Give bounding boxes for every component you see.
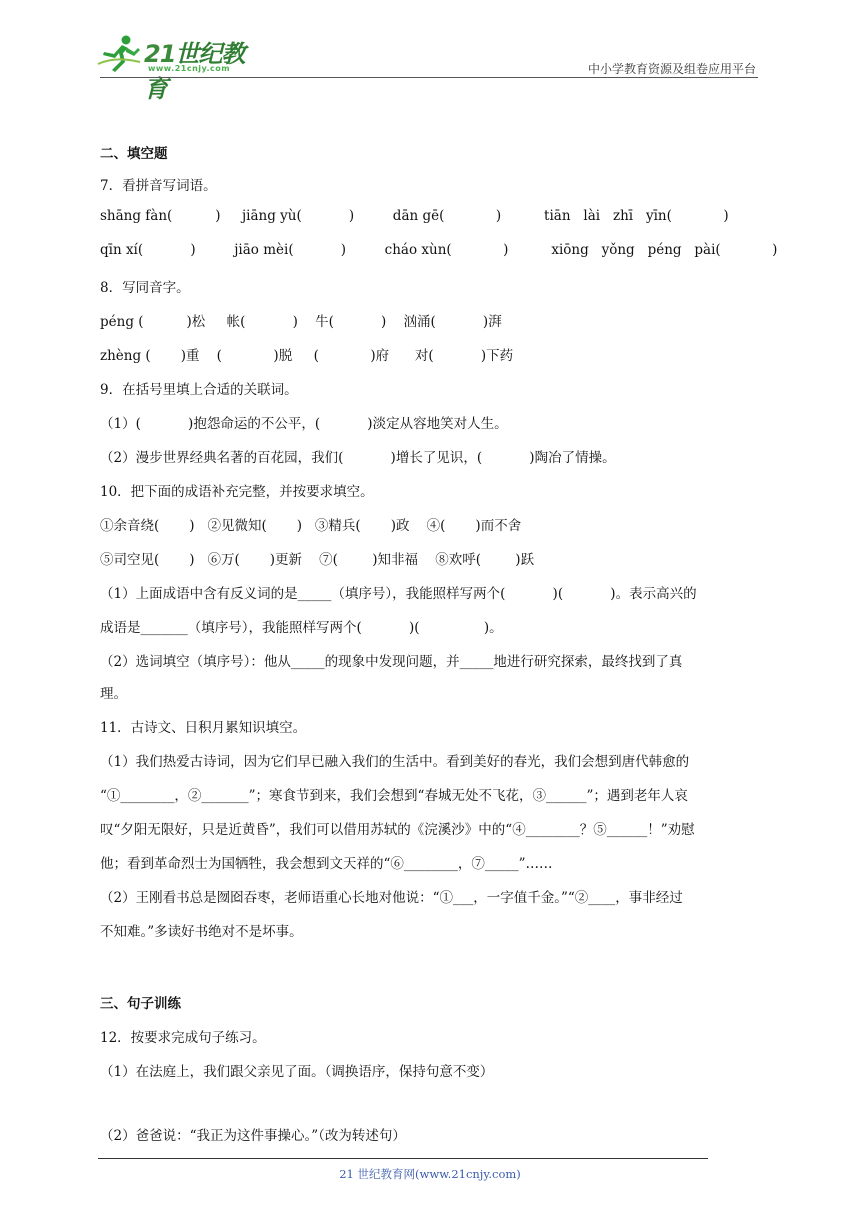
- q10-idioms-row-1: ①余音绕( ) ②见微知( ) ③精兵( )政 ④( )而不舍: [100, 518, 522, 534]
- q8-row-2: zhèng ( )重 ( )脱 ( )府 对( )下药: [100, 348, 514, 364]
- q10-prompt: 10．把下面的成语补充完整，并按要求填空。: [100, 484, 374, 500]
- q12-item-1: （1）在法庭上，我们跟父亲见了面。（调换语序，保持句意不变）: [100, 1064, 494, 1080]
- footer-text: 21 世纪教育网(www.21cnjy.com): [339, 1167, 521, 1181]
- q11-item-1-line-3: 叹“夕阳无限好，只是近黄昏”，我们可以借用苏轼的《浣溪沙》中的“④________？⑤______！”劝慰: [100, 822, 695, 838]
- q9-item-1: （1）( )抱怨命运的不公平，( )淡定从容地笑对人生。: [100, 416, 508, 432]
- q7-prompt: 7．看拼音写词语。: [100, 178, 217, 194]
- q10-item-1-line-1: （1）上面成语中含有反义词的是_____（填序号），我能照样写两个( )( )。表示高兴的: [100, 586, 697, 602]
- logo-url: www.21cnjy.com: [148, 64, 231, 73]
- q11-item-2-line-1: （2）王刚看书总是囫囵吞枣，老师语重心长地对他说：“①___，一字值千金。”“②____，事非经过: [100, 890, 683, 906]
- q12-prompt: 12．按要求完成句子练习。: [100, 1030, 266, 1046]
- logo-name: 21世纪教育: [144, 40, 245, 103]
- page-header: [0, 0, 860, 103]
- q11-prompt: 11．古诗文、日积月累知识填空。: [100, 720, 307, 736]
- q11-item-1-line-1: （1）我们热爱古诗词，因为它们早已融入我们的生活中。看到美好的春光，我们会想到唐代韩愈的: [100, 754, 690, 770]
- section-title-fill-in: 二、填空题: [100, 146, 168, 162]
- header-divider: [100, 77, 758, 78]
- runner-logo-icon: [96, 34, 142, 74]
- platform-name: 中小学教育资源及组卷应用平台: [587, 62, 756, 76]
- logo: [96, 32, 266, 103]
- q8-row-1: péng ( )松 帐( ) 牛( ) 汹涌( )湃: [100, 314, 502, 330]
- q9-item-2: （2）漫步世界经典名著的百花园，我们( )增长了见识，( )陶冶了情操。: [100, 450, 616, 466]
- q10-item-1-line-2: 成语是_______（填序号），我能照样写两个( )( )。: [100, 620, 503, 636]
- footer-divider: [98, 1158, 708, 1159]
- q12-item-2: （2）爸爸说：“我正为这件事操心。”（改为转述句）: [100, 1128, 406, 1144]
- section-title-sentence: 三、句子训练: [100, 996, 181, 1012]
- q7-pinyin-row-2: qīn xí( ) jiāo mèi( ) cháo xùn( ) xiōng yǒng péng pài( ): [100, 242, 778, 258]
- q11-item-1-line-4: 他；看到革命烈士为国牺牲，我会想到文天祥的“⑥________，⑦_____”……: [100, 856, 553, 872]
- q9-prompt: 9．在括号里填上合适的关联词。: [100, 382, 298, 398]
- q10-item-2-line-2: 理。: [100, 686, 127, 702]
- q8-prompt: 8．写同音字。: [100, 280, 190, 296]
- q11-item-2-line-2: 不知难。”多读好书绝对不是坏事。: [100, 924, 303, 940]
- q11-item-1-line-2: “①________，②_______”；寒食节到来，我们会想到“春城无处不飞花，③______”；遇到老年人哀: [100, 788, 688, 804]
- q10-item-2-line-1: （2）选词填空（填序号）：他从_____的现象中发现问题，并_____地进行研究探索，最终找到了真: [100, 654, 683, 670]
- q10-idioms-row-2: ⑤司空见( ) ⑥万( )更新 ⑦( )知非福 ⑧欢呼( )跃: [100, 552, 535, 568]
- q7-pinyin-row-1: shāng fàn( ) jiāng yù( ) dān gē( ) tiān lài zhī yīn( ): [100, 208, 729, 224]
